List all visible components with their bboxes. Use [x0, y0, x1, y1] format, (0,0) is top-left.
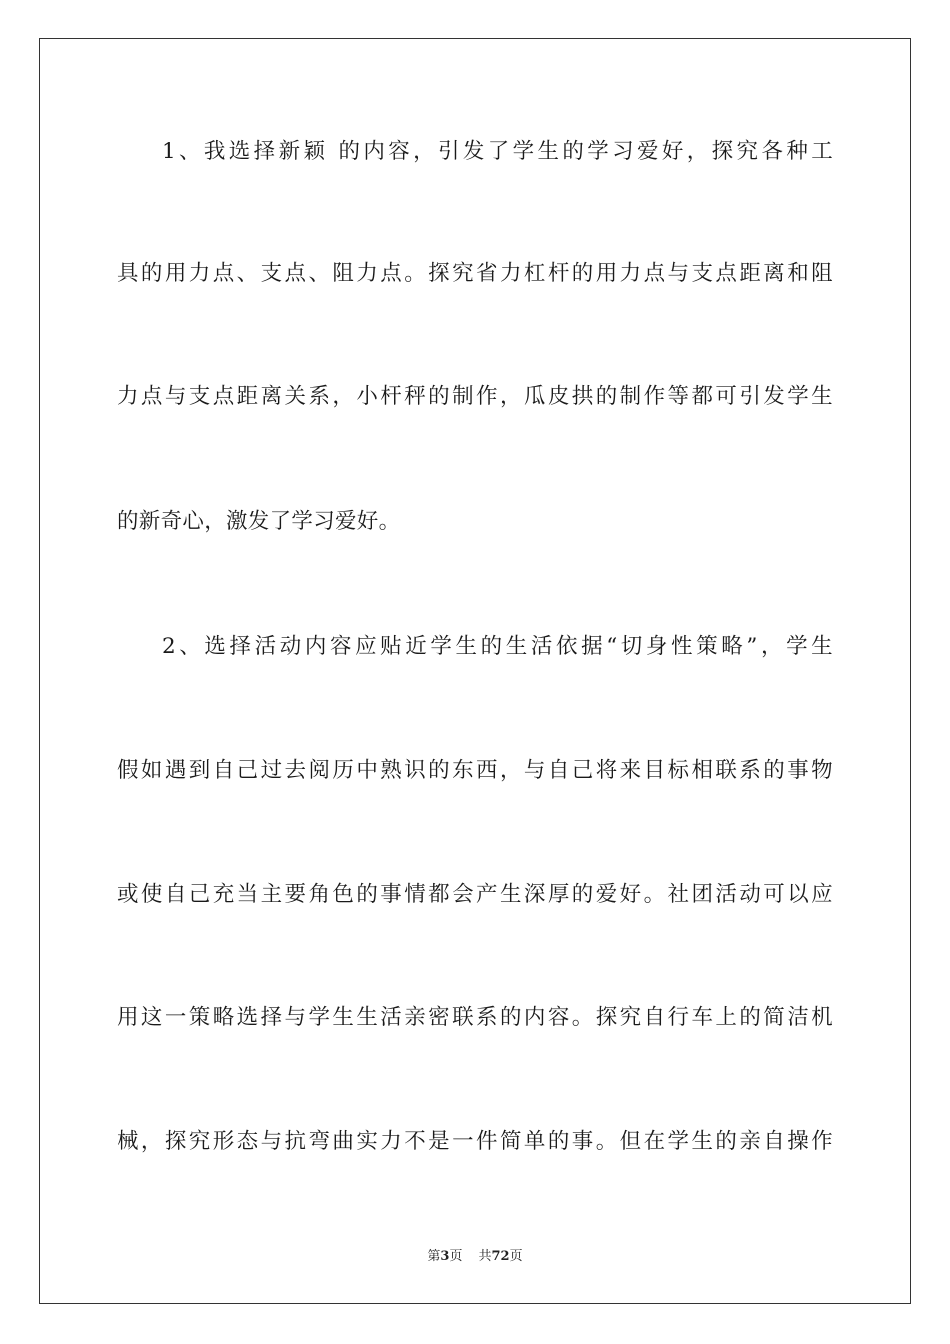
paragraph-2-line-3: 或使自己充当主要角色的事情都会产生深厚的爱好。社团活动可以应 [117, 882, 833, 907]
paragraph-1-line-1: 1、我选择新颖 的内容，引发了学生的学习爱好，探究各种工 [162, 139, 833, 164]
total-prefix: 共 [478, 1249, 492, 1264]
total-suffix: 页 [509, 1249, 523, 1264]
paragraph-2-line-1: 2、选择活动内容应贴近学生的生活依据“切身性策略”，学生 [162, 634, 833, 659]
page-suffix: 页 [449, 1249, 463, 1264]
page-footer [0, 1248, 950, 1266]
page-prefix: 第 [427, 1249, 441, 1264]
paragraph-1-line-2: 具的用力点、支点、阻力点。探究省力杠杆的用力点与支点距离和阻 [117, 261, 833, 286]
paragraph-1-line-4: 的新奇心，激发了学习爱好。 [117, 509, 401, 534]
page-number: 3 [440, 1249, 450, 1264]
paragraph-1-line-3: 力点与支点距离关系，小杆秤的制作，瓜皮拱的制作等都可引发学生 [117, 384, 833, 409]
paragraph-2-line-5: 械，探究形态与抗弯曲实力不是一件简单的事。但在学生的亲自操作 [117, 1129, 833, 1154]
paragraph-2-line-4: 用这一策略选择与学生生活亲密联系的内容。探究自行车上的简洁机 [117, 1005, 833, 1030]
paragraph-2-line-2: 假如遇到自己过去阅历中熟识的东西，与自己将来目标相联系的事物 [117, 758, 833, 783]
page-border [39, 38, 911, 1304]
total-pages: 72 [491, 1249, 510, 1264]
